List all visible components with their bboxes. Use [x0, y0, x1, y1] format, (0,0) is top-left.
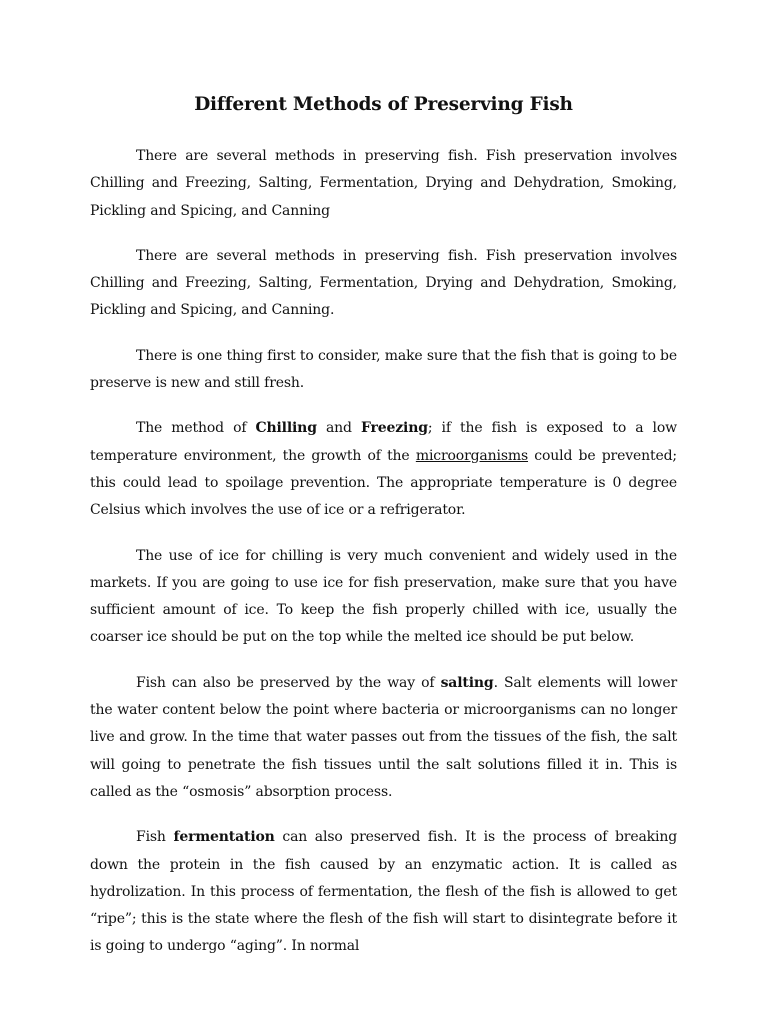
underlined-term-microorganisms: microorganisms [415, 447, 529, 464]
text-run: Fish can also be preserved by the way of [136, 674, 441, 691]
bold-term-fermentation: fermentation [173, 829, 275, 846]
paragraph-fermentation [90, 824, 677, 960]
text-run: Fish [136, 829, 174, 846]
text-run: There are several methods in preserving fish. Fish preservation involves Chilling and Freezing, Salting, Fermentation, Drying and Dehydration, Smoking, Pickling and Spicing, and Canning. [90, 247, 677, 319]
document-title: Different Methods of Preserving Fish [194, 94, 573, 115]
text-run: . Salt elements will lower the water content below the point where bacteria or microorganisms can no longer live and grow. In the time that water passes out from the tissues of the fish, the salt will going to penetrate the fish tissues until the salt solutions filled it in. This is called as the “osmosis” absorption process. [90, 674, 677, 800]
text-run: ; if the fish is exposed to a low temperature environment, the growth of the [90, 420, 677, 464]
text-run: The method of [136, 420, 256, 437]
paragraph-chilling-freezing [90, 415, 677, 524]
text-run: could be prevented; this could lead to spoilage prevention. The appropriate temperature is 0 degree Celsius which involves the use of ice or a refrigerator. [90, 447, 677, 519]
paragraph-methods-intro-repeat [90, 243, 677, 325]
bold-term-freezing: Freezing [360, 420, 428, 437]
text-run: There are several methods in preserving fish. Fish preservation involves Chilling and Freezing, Salting, Fermentation, Drying and Dehydration, Smoking, Pickling and Spicing, and Canning [90, 148, 677, 219]
text-run: There is one thing first to consider, make sure that the fish that is going to be preserve is new and still fresh. [90, 347, 677, 392]
document-page [90, 92, 677, 979]
paragraph-methods-intro [90, 143, 677, 225]
paragraph-ice-chilling [90, 543, 677, 652]
text-run: The use of ice for chilling is very much convenient and widely used in the markets. If you are going to use ice for fish preservation, make sure that you have sufficient amount of ice. To keep the fish properly chilled with ice, usually the coarser ice should be put on the top while the melted ice should be put below. [90, 547, 677, 646]
text-run: can also preserved fish. It is the process of breaking down the protein in the fish caused by an enzymatic action. It is called as hydrolization. In this process of fermentation, the flesh of the fish is allowed to get “ripe”; this is the state where the flesh of the fish will start to disintegrate before it is going to undergo “aging”. In normal [90, 829, 678, 955]
bold-term-salting: salting [440, 674, 494, 691]
paragraph-salting [90, 670, 677, 806]
paragraph-freshness [90, 343, 677, 398]
bold-term-chilling: Chilling [255, 420, 317, 437]
text-run: and [316, 420, 361, 437]
